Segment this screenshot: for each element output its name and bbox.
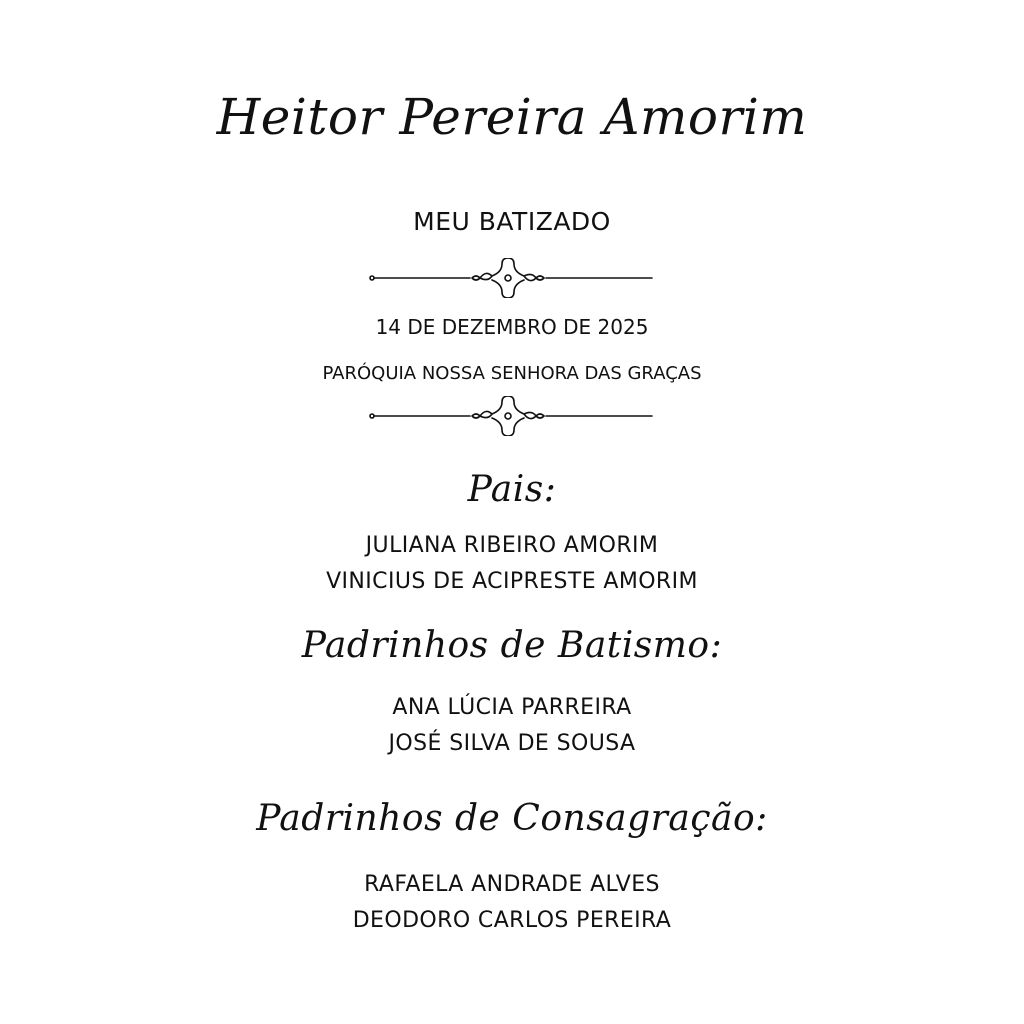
ornamental-divider-icon (362, 258, 662, 298)
parent-name: JULIANA RIBEIRO AMORIM (365, 533, 659, 558)
consecration-godparents-heading: Padrinhos de Consagração: (256, 798, 768, 839)
event-date: 14 DE DEZEMBRO DE 2025 (375, 315, 649, 339)
baptism-godparents-heading: Padrinhos de Batismo: (301, 625, 723, 666)
ornamental-divider-icon (362, 396, 662, 436)
event-location: PARÓQUIA NOSSA SENHORA DAS GRAÇAS (322, 363, 702, 384)
consecration-godparent-name: DEODORO CARLOS PEREIRA (352, 908, 672, 933)
child-name-title: Heitor Pereira Amorim (216, 88, 808, 146)
consecration-godparent-name: RAFAELA ANDRADE ALVES (364, 872, 660, 897)
baptism-godparent-name: ANA LÚCIA PARREIRA (392, 695, 632, 720)
parent-name: VINICIUS DE ACIPRESTE AMORIM (326, 569, 698, 594)
baptism-godparent-name: JOSÉ SILVA DE SOUSA (388, 731, 636, 756)
parents-heading: Pais: (467, 469, 557, 510)
event-title: MEU BATIZADO (413, 207, 611, 236)
